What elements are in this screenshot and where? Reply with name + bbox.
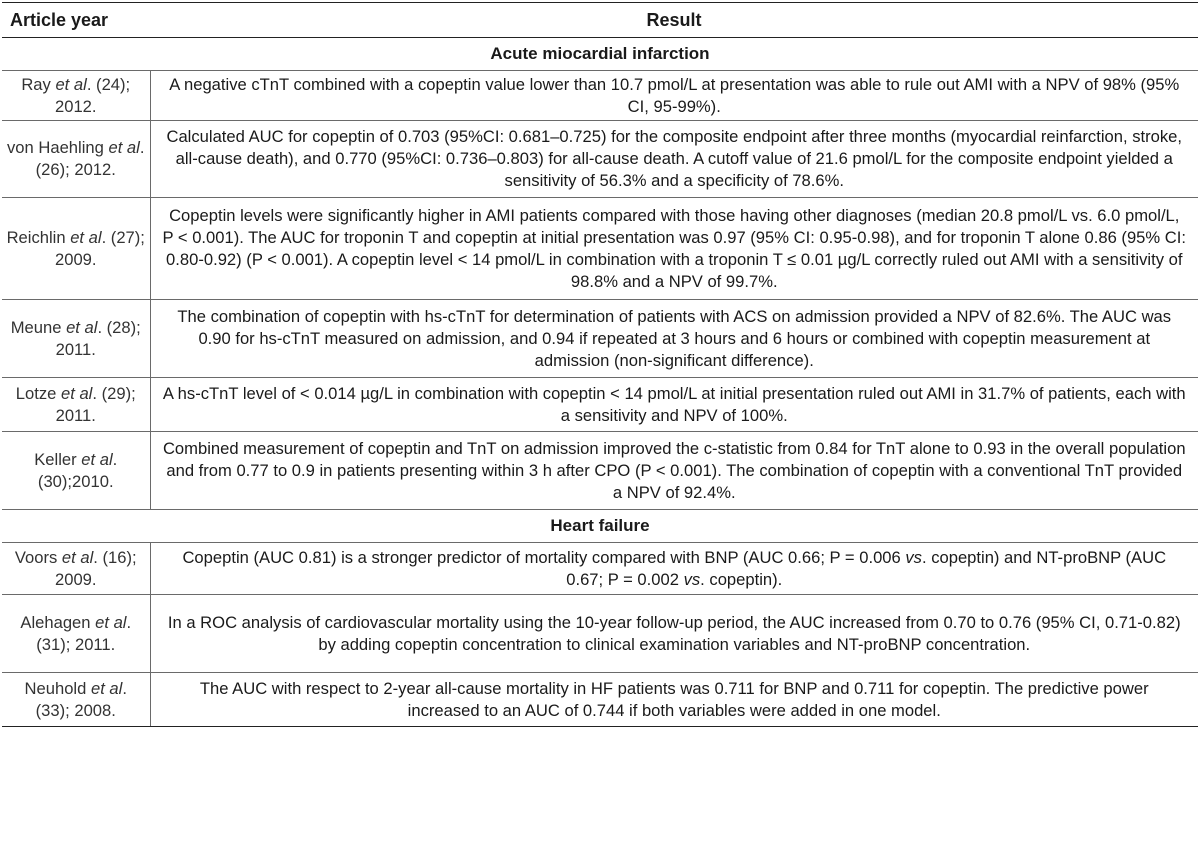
result-text-italic: vs xyxy=(905,547,922,567)
section-title: Acute miocardial infarction xyxy=(2,38,1198,71)
author-name: Keller xyxy=(34,449,82,469)
author-name: Reichlin xyxy=(6,227,71,247)
result-cell xyxy=(150,543,1198,595)
table-row xyxy=(2,673,1198,727)
table-row xyxy=(2,71,1198,121)
article-cell xyxy=(2,121,150,198)
result-text: Copeptin (AUC 0.81) is a stronger predictor of mortality compared with BNP (AUC 0.66; P = 0.006 xyxy=(182,547,906,567)
table-row xyxy=(2,121,1198,198)
et-al: et al xyxy=(70,227,102,247)
header-article-year: Article year xyxy=(2,3,150,38)
reference: . (28); 2011. xyxy=(55,317,141,359)
et-al: et al xyxy=(61,547,94,567)
table-row xyxy=(2,378,1198,432)
result-cell: Copeptin levels were significantly higher in AMI patients compared with those having other diagnoses (median 20.8 pmol/L vs. 6.0 pmol/L, P < 0.001). The AUC for troponin T and copeptin at initial presentation was 0.97 (95% CI: 0.95-0.98), and for troponin T alone 0.86 (95% CI: 0.80-0.92) (P < 0.001). A copeptin level < 14 pmol/L in combination with a troponin T ≤ 0.01 µg/L correctly ruled out AMI with a sensitivity of 98.8% and a NPV of 99.7%. xyxy=(150,198,1198,300)
reference: . (27); 2009. xyxy=(54,227,145,269)
reference: . (16); 2009. xyxy=(54,547,137,589)
result-cell: Calculated AUC for copeptin of 0.703 (95%CI: 0.681–0.725) for the composite endpoint after three months (myocardial reinfarction, stroke, all-cause death), and 0.770 (95%CI: 0.736–0.803) for all-cause death. A cutoff value of 21.6 pmol/L for the composite endpoint yielded a sensitivity of 56.3% and a specificity of 78.6%. xyxy=(150,121,1198,198)
result-cell: Combined measurement of copeptin and TnT on admission improved the c-statistic from 0.84 for TnT alone to 0.93 in the overall population and from 0.77 to 0.9 in patients presenting within 3 h after CPO (P < 0.001). The combination of copeptin with a conventional TnT provided a NPV of 92.4%. xyxy=(150,432,1198,510)
result-cell: A negative cTnT combined with a copeptin value lower than 10.7 pmol/L at presentation was able to rule out AMI with a NPV of 98% (95% CI, 95-99%). xyxy=(150,71,1198,121)
author-name: von Haehling xyxy=(7,138,109,157)
reference: . (30);2010. xyxy=(37,449,118,491)
article-cell xyxy=(2,71,150,121)
table-row xyxy=(2,432,1198,510)
header-result: Result xyxy=(150,3,1198,38)
reference: . (31); 2011. xyxy=(36,612,132,654)
reference: . (26); 2012. xyxy=(35,138,145,179)
et-al: et al xyxy=(90,678,123,698)
table-row xyxy=(2,543,1198,595)
reference: . (33); 2008. xyxy=(35,678,127,720)
et-al: et al xyxy=(108,138,140,157)
author-name: Ray xyxy=(21,74,56,94)
section-title: Heart failure xyxy=(2,510,1198,543)
author-name: Voors xyxy=(14,547,62,567)
et-al: et al xyxy=(61,383,93,403)
article-cell xyxy=(2,300,150,378)
article-cell xyxy=(2,543,150,595)
section-row xyxy=(2,510,1198,543)
article-cell xyxy=(2,198,150,300)
result-cell: The AUC with respect to 2-year all-cause mortality in HF patients was 0.711 for BNP and 0.711 for copeptin. The predictive power increased to an AUC of 0.744 if both variables were added in one model. xyxy=(150,673,1198,727)
author-name: Lotze xyxy=(15,383,61,403)
et-al: et al xyxy=(55,74,87,94)
result-text-italic: vs xyxy=(683,569,701,589)
author-name: Meune xyxy=(10,317,67,337)
article-cell xyxy=(2,378,150,432)
result-cell: In a ROC analysis of cardiovascular mortality using the 10-year follow-up period, the AUC increased from 0.70 to 0.76 (95% CI, 0.71-0.82) by adding copeptin concentration to clinical examination variables and NT-proBNP concentration. xyxy=(150,595,1198,673)
result-text: . copeptin). xyxy=(700,569,783,589)
section-row xyxy=(2,38,1198,71)
et-al: et al xyxy=(66,317,98,337)
results-table xyxy=(2,2,1198,727)
table-row xyxy=(2,198,1198,300)
article-cell xyxy=(2,673,150,727)
result-cell: A hs-cTnT level of < 0.014 µg/L in combination with copeptin < 14 pmol/L at initial presentation ruled out AMI in 31.7% of patients, each with a sensitivity and NPV of 100%. xyxy=(150,378,1198,432)
result-text: . copeptin) and NT-proBNP (AUC 0.67; P = 0.002 xyxy=(566,547,1167,589)
article-cell xyxy=(2,432,150,510)
reference: . (29); 2011. xyxy=(55,383,136,425)
author-name: Neuhold xyxy=(24,678,91,698)
et-al: et al xyxy=(95,612,127,632)
et-al: et al xyxy=(81,449,113,469)
table-row xyxy=(2,595,1198,673)
result-cell: The combination of copeptin with hs-cTnT for determination of patients with ACS on admission provided a NPV of 82.6%. The AUC was 0.90 for hs-cTnT measured on admission, and 0.94 if repeated at 3 hours and 6 hours or combined with copeptin measurement at admission (non-significant difference). xyxy=(150,300,1198,378)
author-name: Alehagen xyxy=(20,612,96,632)
article-cell xyxy=(2,595,150,673)
table-header-row xyxy=(2,3,1198,38)
table-row xyxy=(2,300,1198,378)
reference: . (24); 2012. xyxy=(54,74,131,116)
